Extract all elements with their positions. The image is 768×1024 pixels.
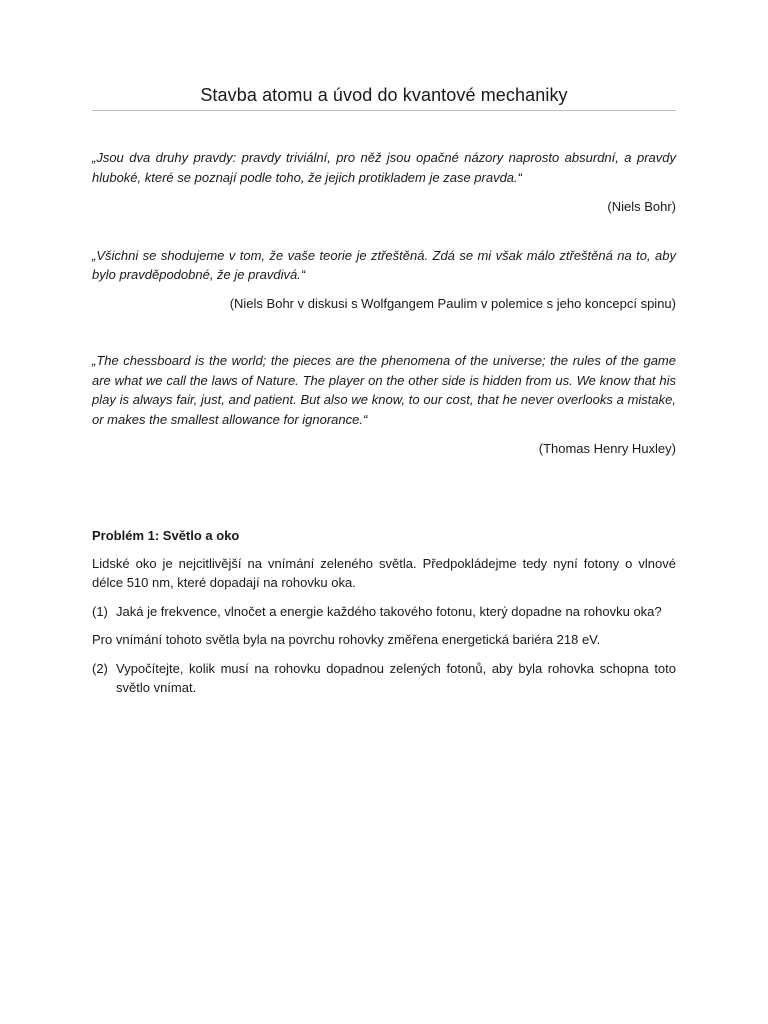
quote-2-text: „Všichni se shodujeme v tom, že vaše teorie je ztřeštěná. Zdá se mi však málo ztřeštěná na to, aby bylo pravděpodobné, že je pravdivá.“	[92, 247, 676, 282]
quote-1-attribution: (Niels Bohr)	[607, 199, 676, 214]
problem-middle-text: Pro vnímání tohoto světla byla na povrchu rohovky změřena energetická bariéra 218 eV.	[92, 632, 601, 647]
quote-3-text: „The chessboard is the world; the pieces are the phenomena of the universe; the rules of the game are what we call the laws of Nature. The player on the other side is hidden from us. We know that his play is always fair, just, and patient. But also we know, to our cost, that he never overlooks a mistake, or makes the smallest allowance for ignorance.“	[92, 353, 676, 427]
question-1-number: (1)	[92, 603, 108, 619]
quote-2-attribution: (Niels Bohr v diskusi s Wolfgangem Paulim v polemice s jeho koncepcí spinu)	[229, 295, 676, 311]
document-page	[92, 0, 676, 698]
question-2	[92, 659, 676, 698]
problem-title: Problém 1: Světlo a oko	[92, 527, 240, 543]
title-divider	[92, 110, 676, 111]
question-2-text: Vypočítejte, kolik musí na rohovku dopadnou zelených fotonů, aby byla rohovka schopna toto světlo vnímat.	[116, 660, 676, 695]
quote-1-text: „Jsou dva druhy pravdy: pravdy triviální, pro něž jsou opačné názory naprosto absurdní, a pravdy hluboké, které se poznají podle toho, že jejich protikladem je zase pravda.“	[92, 150, 676, 185]
question-1-text: Jaká je frekvence, vlnočet a energie každého takového fotonu, který dopadne na rohovku oka?	[116, 603, 662, 619]
quote-3-attribution: (Thomas Henry Huxley)	[538, 441, 676, 456]
question-2-number: (2)	[92, 660, 108, 676]
question-1	[92, 602, 676, 622]
document-title: Stavba atomu a úvod do kvantové mechaniky	[200, 85, 568, 105]
problem-intro: Lidské oko je nejcitlivější na vnímání zeleného světla. Předpokládejme tedy nyní fotony o vlnové délce 510 nm, které dopadají na rohovku oka.	[92, 555, 676, 590]
